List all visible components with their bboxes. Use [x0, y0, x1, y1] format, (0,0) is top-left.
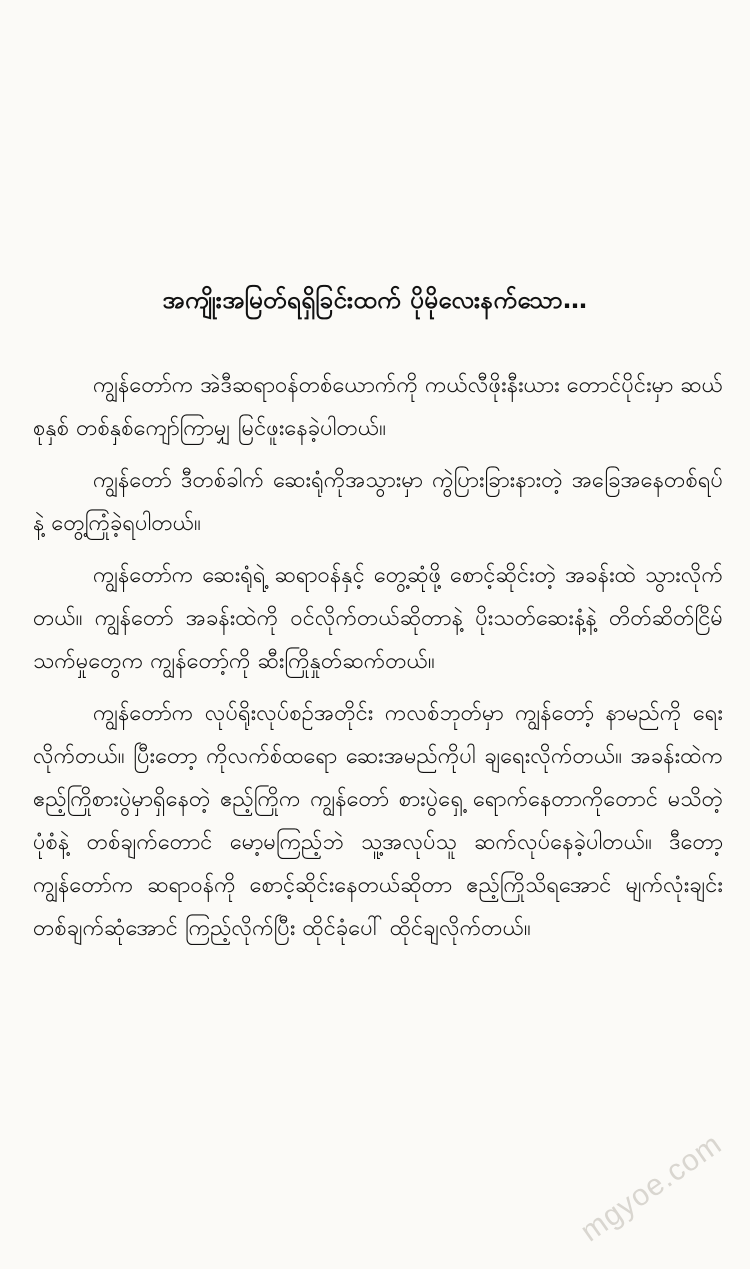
watermark: mgyoe.com	[574, 1127, 728, 1249]
paragraph: ကျွန်တော်က ဆေးရုံရဲ့ ဆရာဝန်နှင့် တွေ့ဆုံဖို့ စောင့်ဆိုင်းတဲ့ အခန်းထဲ သွားလိုက်တယ်။ ကျွန်တော် အခန်းထဲကို ဝင်လိုက်တယ်ဆိုတာနဲ့ ပိုးသတ်ဆေးနံ့နဲ့ တိတ်ဆိတ်ငြိမ်သက်မှုတွေက ကျွန်တော့်ကို ဆီးကြိုနှုတ်ဆက်တယ်။	[33, 563, 723, 674]
chapter-heading: အကျိုးအမြတ်ရရှိခြင်းထက် ပိုမိုလေးနက်သော…	[162, 286, 588, 314]
paragraph: ကျွန်တော်က အဲဒီဆရာဝန်တစ်ယောက်ကို ကယ်လီဖိုးနီးယား တောင်ပိုင်းမှာ ဆယ်စုနှစ် တစ်နှစ်ကျော်ကြာမျှ မြင်ဖူးနေခဲ့ပါတယ်။	[33, 373, 723, 441]
body-text	[33, 364, 723, 959]
paragraph: ကျွန်တော်က လုပ်ရိုးလုပ်စဉ်အတိုင်း ကလစ်ဘုတ်မှာ ကျွန်တော့် နာမည်ကို ရေးလိုက်တယ်။ ပြီးတော့ ကိုလက်စ်ထရော ဆေးအမည်ကိုပါ ချရေးလိုက်တယ်။ အခန်းထဲက ဧည့်ကြိုစားပွဲမှာရှိနေတဲ့ ဧည့်ကြိုက ကျွန်တော် စားပွဲရှေ့ ရောက်နေတာကိုတောင် မသိတဲ့ပုံစံနဲ့ တစ်ချက်တောင် မော့မကြည့်ဘဲ သူ့အလုပ်သူ ဆက်လုပ်နေခဲ့ပါတယ်။ ဒီတော့ ကျွန်တော်က ဆရာဝန်ကို စောင့်ဆိုင်းနေတယ်ဆိုတာ ဧည့်ကြိုသိရအောင် မျက်လုံးချင်း တစ်ချက်ဆုံအောင် ကြည့်လိုက်ပြီး ထိုင်ခုံပေါ် ထိုင်ချလိုက်တယ်။	[33, 701, 723, 941]
paragraph: ကျွန်တော် ဒီတစ်ခါက် ဆေးရုံကိုအသွားမှာ ကွဲပြားခြားနားတဲ့ အခြေအနေတစ်ရပ်နဲ့ တွေ့ကြုံခဲ့ရပါတယ်။	[33, 468, 723, 536]
